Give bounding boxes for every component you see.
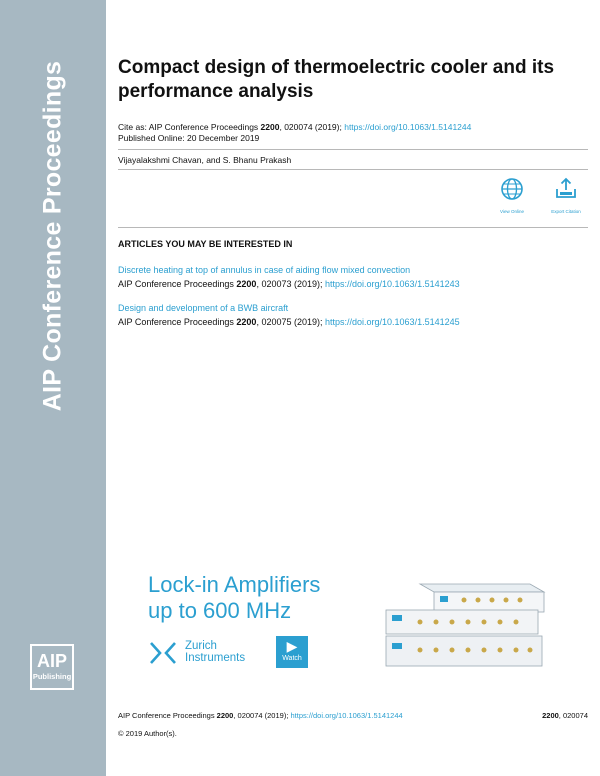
view-online-caption: View Online [500, 209, 524, 214]
divider [118, 227, 588, 228]
footer-cite-rest: , 020074 (2019); [233, 711, 291, 720]
related-articles-heading: ARTICLES YOU MAY BE INTERESTED IN [118, 239, 293, 249]
watch-label: Watch [282, 655, 302, 662]
article-cite-prefix: AIP Conference Proceedings [118, 279, 237, 289]
cite-volume: 2200 [260, 122, 280, 132]
article-cite-prefix: AIP Conference Proceedings [118, 317, 237, 327]
cite-rest: , 020074 (2019); [279, 122, 345, 132]
article-cite-volume: 2200 [236, 317, 257, 327]
paper-title: Compact design of thermoelectric cooler and its performance analysis [118, 57, 555, 102]
ad-headline-line2: up to 600 MHz [148, 598, 292, 623]
article-cite-volume: 2200 [236, 279, 257, 289]
article-doi-link[interactable]: https://doi.org/10.1063/1.5141243 [325, 279, 460, 289]
related-article-citation [118, 279, 460, 289]
related-article-citation [118, 317, 460, 327]
export-citation-caption: Export Citation [551, 209, 581, 214]
ad-headline-line1: Lock-in Amplifiers [148, 572, 321, 597]
footer-citation [118, 711, 403, 720]
doi-link[interactable]: https://doi.org/10.1063/1.5141244 [344, 122, 472, 132]
aip-logo-subtext: Publishing [32, 672, 72, 681]
footer-doi-link[interactable]: https://doi.org/10.1063/1.5141244 [290, 711, 403, 720]
published-date: Published Online: 20 December 2019 [118, 133, 260, 143]
footer-page-number [542, 711, 588, 720]
footer-cite-volume: 2200 [216, 711, 234, 720]
export-citation-button[interactable] [536, 176, 596, 214]
divider [118, 169, 588, 170]
advertisement-banner[interactable] [148, 572, 548, 672]
export-icon [553, 176, 579, 202]
aip-logo-text: AIP [36, 651, 67, 671]
brand-line1: Zurich [185, 640, 217, 652]
footer-cite-prefix: AIP Conference Proceedings [118, 711, 217, 720]
aip-publishing-logo[interactable] [30, 644, 74, 690]
lock-in-amplifier-device-image [380, 580, 548, 672]
watch-button[interactable] [276, 636, 308, 668]
globe-icon [499, 176, 525, 202]
journal-title: AIP Conference Proceedings [38, 60, 67, 412]
related-article-title[interactable]: Discrete heating at top of annulus in case of aiding flow mixed convection [118, 265, 411, 275]
zurich-instruments-logo-icon [148, 640, 178, 666]
copyright: © 2019 Author(s). [118, 729, 177, 738]
article-cite-rest: , 020073 (2019); [256, 279, 325, 289]
citation-line [118, 121, 471, 133]
play-icon: ▶ [286, 638, 298, 654]
article-doi-link[interactable]: https://doi.org/10.1063/1.5141245 [325, 317, 460, 327]
zurich-instruments-logo-text [185, 640, 245, 664]
divider [118, 149, 588, 150]
brand-line2: Instruments [185, 652, 246, 664]
related-article-title[interactable]: Design and development of a BWB aircraft [118, 303, 289, 313]
cite-label: Cite as: AIP Conference Proceedings [118, 122, 261, 132]
article-cite-rest: , 020075 (2019); [256, 317, 325, 327]
footer-page-volume: 2200 [542, 711, 559, 720]
authors: Vijayalakshmi Chavan, and S. Bhanu Prakash [118, 155, 292, 165]
journal-sidebar [0, 0, 106, 776]
view-online-button[interactable] [482, 176, 542, 214]
ad-headline [148, 572, 320, 624]
footer-page-num: , 020074 [558, 711, 588, 720]
